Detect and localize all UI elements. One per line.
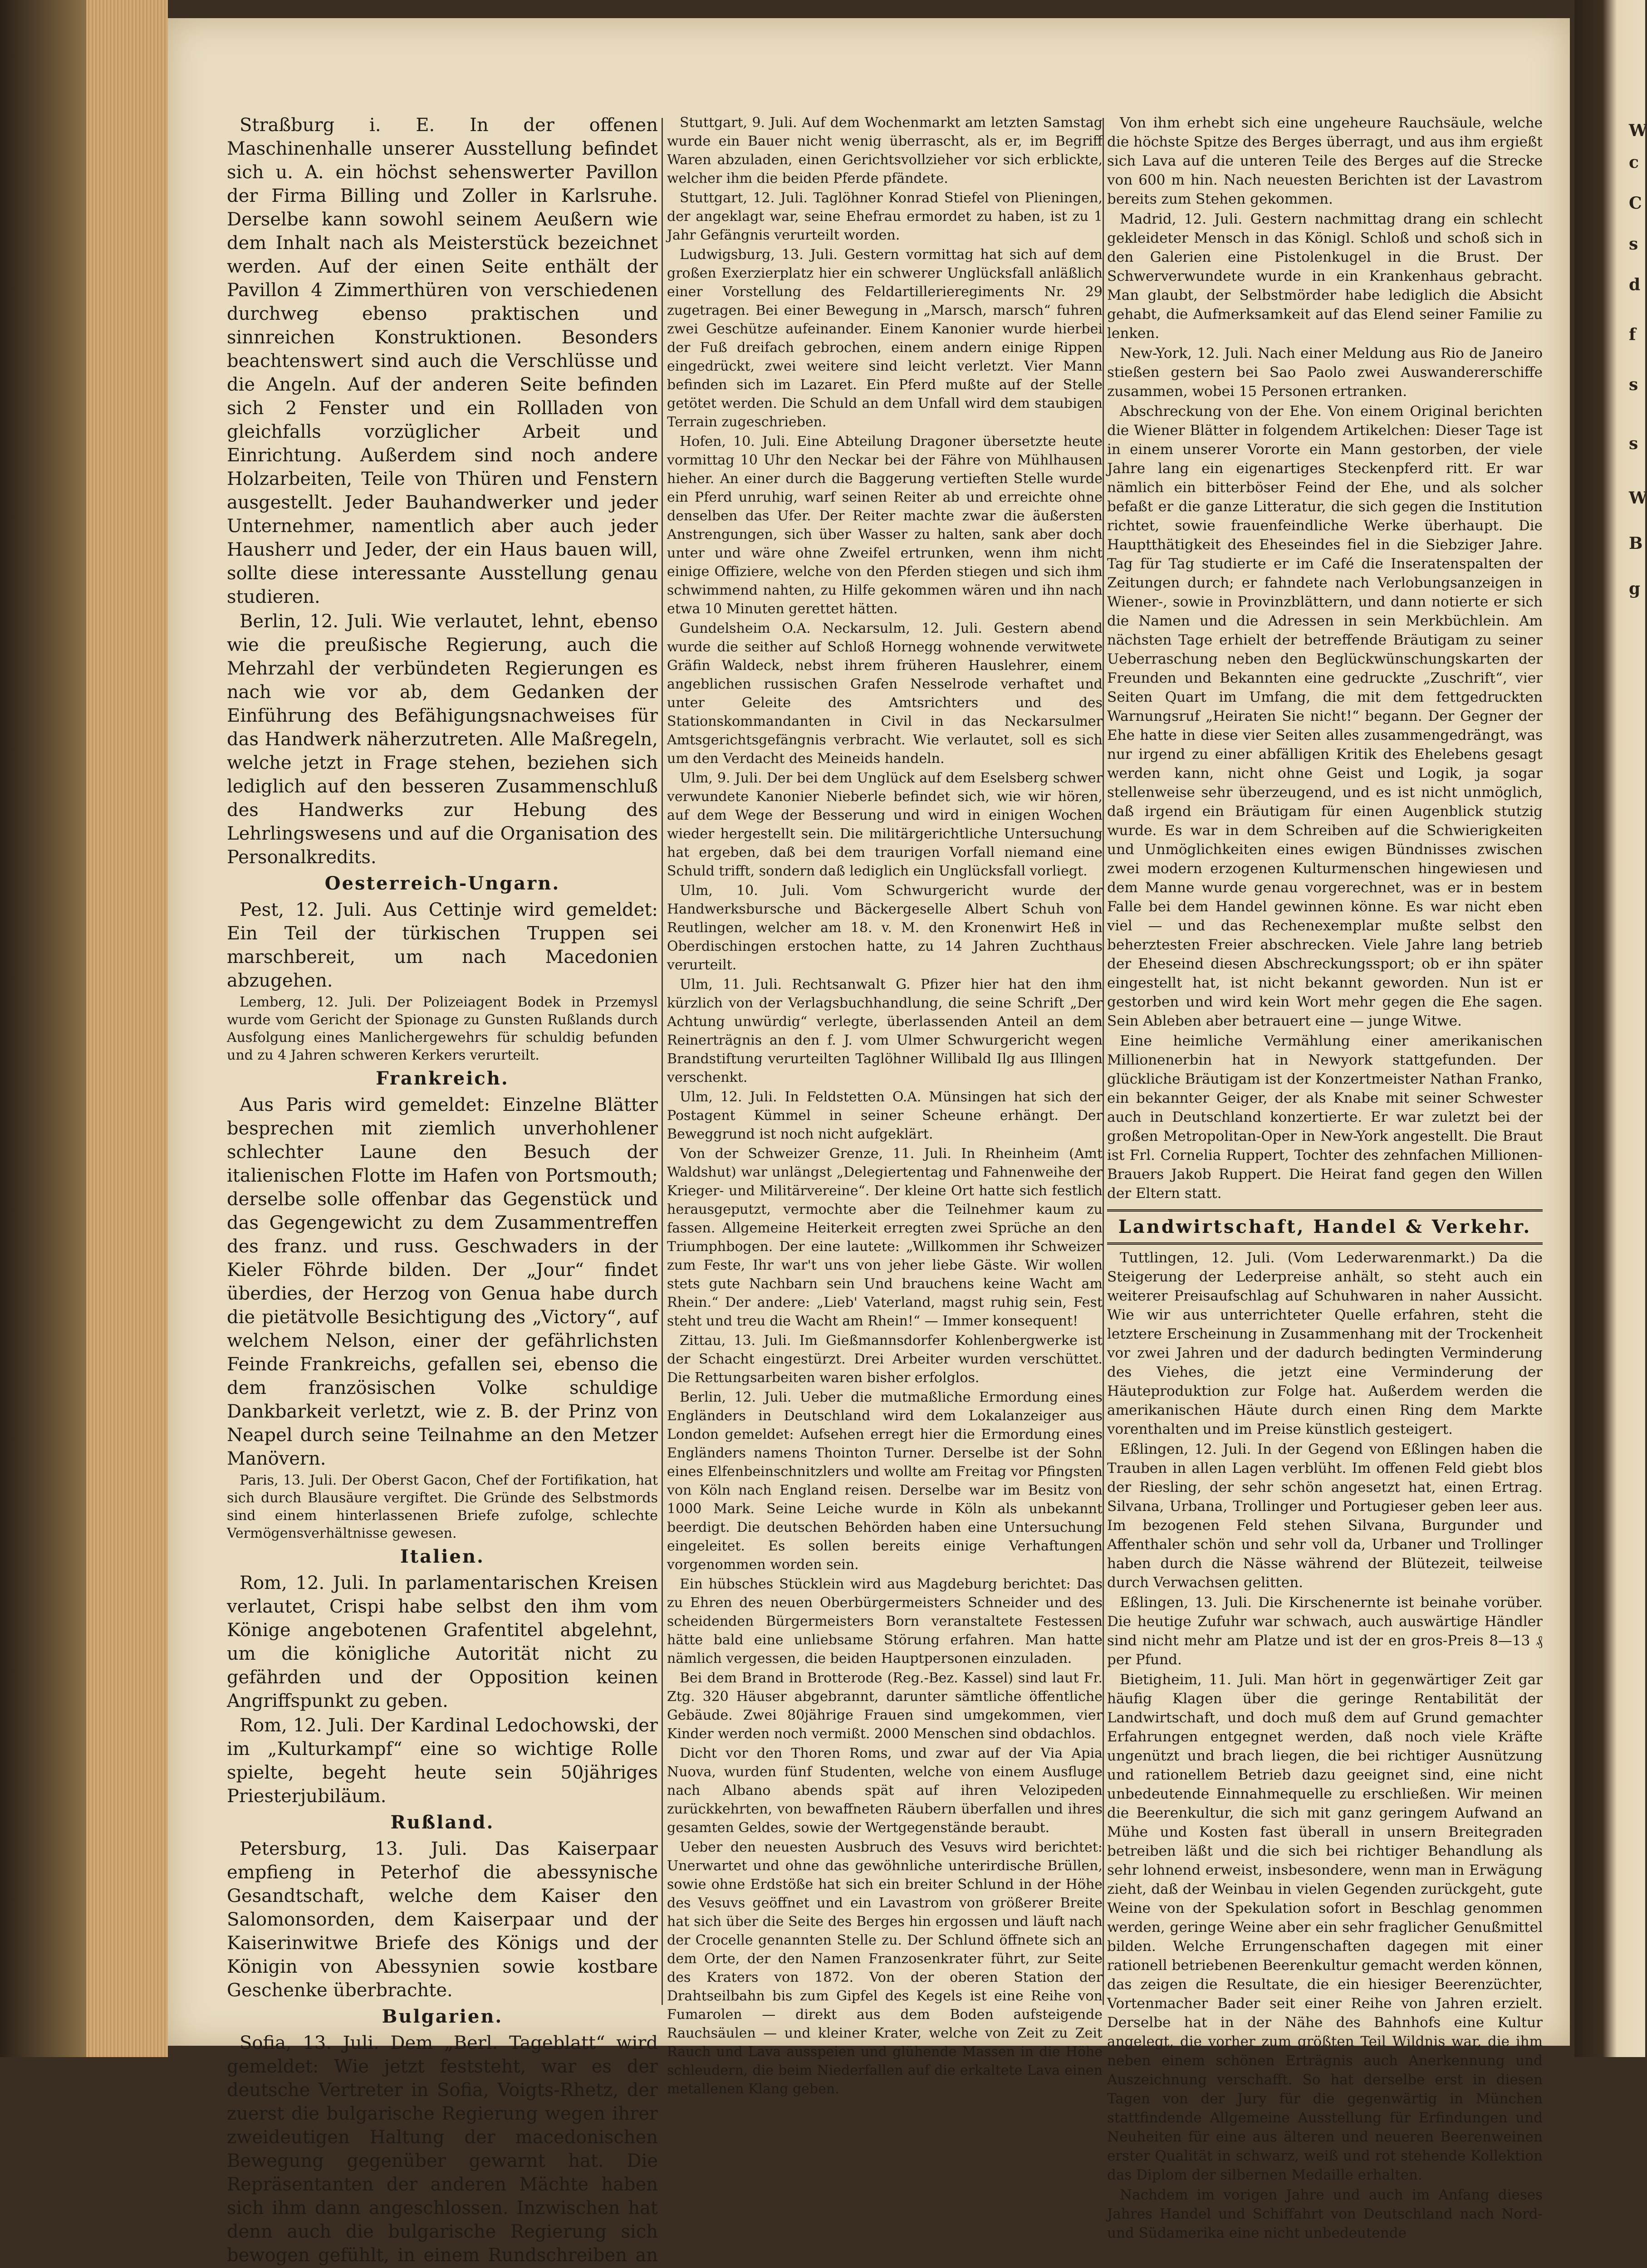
article-vesuv: Ueber den neuesten Ausbruch des Vesuvs wird berichtet: Unerwartet und ohne das gewöhnliche unterirdische Brüllen, sowie ohne Erdstöße hat sich ein breiter Schlund in der Höhe des Vesuvs geöffnet und ein Lavastrom von größerer Breite hat sich über die Seite des Berges hin ergossen und läuft nach der Crocelle genannten Stelle zu. Der Schlund öffnete sich an dem Orte, der den Namen Franzosenkrater führt, zur Seite des Kraters von 1872. Von der oberen Station der Drahtseilbahn bis zum Gipfel des Kegels ist eine Reihe von Fumarolen — direkt aus dem Boden aufsteigende Rauchsäulen — und kleiner Krater, welche von Zeit zu Zeit Rauch und Lava ausspeien und glühende Massen in die Höhe schleudern, die beim Niederfallen auf die erkaltete Lava einen metallenen Klang geben.: [667, 1839, 1103, 2097]
heading-italy: Italien.: [400, 1546, 485, 1567]
article-esslingen-2: Eßlingen, 13. Juli. Die Kirschenernte ist beinahe vorüber. Die heutige Zufuhr war schwach, auch auswärtige Händler sind nicht mehr am Platze und ist der en gros-Preis 8—13 ₰ per Pfund.: [1107, 1594, 1543, 1668]
edge-glyph: d: [1629, 275, 1641, 294]
article-stuttgart-2: Stuttgart, 12. Juli. Taglöhner Konrad Stiefel von Plieningen, der angeklagt war, seine Ehefrau ermordet zu haben, ist zu 1 Jahr Gefängnis verurteilt worden.: [667, 190, 1103, 243]
column-rule: [1103, 118, 1104, 2005]
section-title-landwirtschaft: Landwirtschaft, Handel & Verkehr.: [1107, 1209, 1543, 1245]
article-paris: Aus Paris wird gemeldet: Einzelne Blätter besprechen mit ziemlich unverhohlener schlechter Laune den Besuch der italienischen Flotte im Hafen von Portsmouth; derselbe solle offenbar das Gegenstück und das Gegengewicht zu dem Zusammentreffen des franz. und russ. Geschwaders in der Kieler Föhrde bilden. Der „Jour“ findet überdies, der Herzog von Genua habe durch die pietätvolle Besichtigung des „Victory“, auf welchem Nelson, einer der gefährlichsten Feinde Frankreichs, gefallen sei, ebenso die dem französischen Volke schuldige Dankbarkeit verletzt, wie z. B. der Prinz von Neapel durch seine Teilnahme an den Metzer Manövern.: [227, 1095, 658, 1469]
article-pest: Pest, 12. Juli. Aus Cettinje wird gemeldet: Ein Teil der türkischen Truppen sei marschbereit, um nach Macedonien abzugehen.: [227, 899, 658, 991]
article-paris-2: Paris, 13. Juli. Der Oberst Gacon, Chef der Fortifikation, hat sich durch Blausäure vergiftet. Die Gründe des Selbstmords sind einem hinterlassenen Briefe zufolge, schlechte Vermögensverhältnisse gewesen.: [227, 1472, 658, 1541]
article-ulm: Ulm, 9. Juli. Der bei dem Unglück auf dem Eselsberg schwer verwundete Kanonier Nieberle befindet sich, wie wir hören, auf dem Wege der Besserung und wird in einigen Wochen wieder hergestellt sein. Die militärgerichtliche Untersuchung hat ergeben, daß bei dem traurigen Vorfall niemand eine Schuld trifft, sondern daß lediglich ein Unglücksfall vorliegt.: [667, 770, 1103, 879]
column-2: [667, 113, 1103, 2099]
article-zittau: Zittau, 13. Juli. Im Gießmannsdorfer Kohlenbergwerke ist der Schacht eingestürzt. Drei Arbeiter wurden verschüttet. Die Rettungsarbeiten waren bisher erfolglos.: [667, 1333, 1103, 1386]
article-petersburg: Petersburg, 13. Juli. Das Kaiserpaar empfieng in Peterhof die abessynische Gesandtschaft, welche dem Kaiser den Salomonsorden, dem Kaiserpaar und der Kaiserinwitwe Briefe des Königs und der Königin von Abessynien sowie kostbare Geschenke überbrachte.: [227, 1838, 658, 2001]
article-rom: Rom, 12. Juli. In parlamentarischen Kreisen verlautet, Crispi habe selbst den ihm vom Könige angebotenen Grafentitel abgelehnt, um die königliche Autorität nicht zu gefährden und der Opposition keinen Angriffspunkt zu geben.: [227, 1573, 658, 1711]
article-new-york: New-York, 12. Juli. Nach einer Meldung aus Rio de Janeiro stießen gestern bei Sao Paolo zwei Auswandererschiffe zusammen, wobei 15 Personen ertranken.: [1107, 345, 1543, 400]
article-magdeburg: Ein hübsches Stücklein wird aus Magdeburg berichtet: Das zu Ehren des neuen Oberbürgermeisters Schneider und des scheidenden Bürgermeisters Born veranstaltete Festessen hätte bald eine unliebsame Störung erfahren. Man hatte nämlich vergessen, die beiden Hauptpersonen einzuladen.: [667, 1576, 1103, 1667]
article-rom-2: Rom, 12. Juli. Der Kardinal Ledochowski, der im „Kulturkampf“ eine so wichtige Rolle spielte, begeht heute sein 50jähriges Priesterjubiläum.: [227, 1715, 658, 1807]
heading-france: Frankreich.: [376, 1068, 509, 1089]
article-schweizer-grenze: Von der Schweizer Grenze, 11. Juli. In Rheinheim (Amt Waldshut) war unlängst „Delegiertentag und Fahnenweihe der Krieger- und Militärvereine“. Der kleine Ort hatte sich festlich herausgeputzt, vermochte aber die Teilnehmer kaum zu fassen. Allgemeine Heiterkeit erregten zwei Sprüche an den Triumphbogen. Der eine lautete: „Willkommen ihr Schweizer zum Feste, Ihr war't uns von jeher liebe Gäste. Wir wollen stets gute Nachbarn sein Und brauchens keine Wacht am Rhein.“ Der andere: „Lieb' Vaterland, magst ruhig sein, Fest steht und treu die Wacht am Rhein!“ — Immer konsequent!: [667, 1146, 1103, 1329]
edge-glyph: c: [1629, 153, 1639, 172]
heading-russia: Rußland.: [390, 1812, 495, 1833]
article-vesuv-cont: Von ihm erhebt sich eine ungeheure Rauchsäule, welche die höchste Spitze des Berges überragt, und aus ihm ergießt sich Lava auf die unteren Teile des Berges auf die Strecke von 600 m hin. Nach neuesten Berichten ist der Lavastrom bereits zum Stehen gekommen.: [1107, 115, 1543, 207]
column-1: [227, 113, 658, 2268]
article-ludwigsburg: Ludwigsburg, 13. Juli. Gestern vormittag hat sich auf dem großen Exerzierplatz hier ein schwerer Unglücksfall anläßlich einer Vorstellung des Feldartillerieregiments Nr. 29 zugetragen. Bei einer Bewegung in „Marsch, marsch“ fuhren zwei Geschütze aufeinander. Einem Kanonier wurde hierbei der Fuß dreifach gebrochen, einem andern einige Rippen eingedrückt, zwei weitere sind leicht verletzt. Vier Mann befinden sich im Lazaret. Ein Pferd mußte auf der Stelle getötet werden. Die Schuld an dem Unfall wird dem staubigen Terrain zugeschrieben.: [667, 247, 1103, 430]
column-3: [1107, 113, 1543, 2244]
article-ulm-2: Ulm, 10. Juli. Vom Schwurgericht wurde der Handwerksbursche und Bäckergeselle Albert Schuh von Reutlingen, welcher am 18. v. M. den Kronenwirt Heß in Oberdischingen erstochen hatte, zu 14 Jahren Zuchthaus verurteilt.: [667, 883, 1103, 973]
edge-glyph: s: [1629, 235, 1638, 254]
article-rom-3: Dicht vor den Thoren Roms, und zwar auf der Via Apia Nuova, wurden fünf Studenten, welche von einem Ausfluge nach Albano abends spät auf ihren Velozipeden zurückkehrten, von bewaffneten Räubern überfallen und ihres gesamten Geldes, sowie der Wertgegenstände beraubt.: [667, 1745, 1103, 1836]
article-strassburg: Straßburg i. E. In der offenen Maschinenhalle unserer Ausstellung befindet sich u. A. ein höchst sehenswerter Pavillon der Firma Billing und Zoller in Karlsruhe. Derselbe kann sowohl seinem Aeußern wie dem Inhalt nach als Meisterstück bezeichnet werden. Auf der einen Seite enthält der Pavillon 4 Zimmerthüren von verschiedenen durchweg ebenso praktischen und sinnreichen Konstruktionen. Besonders beachtenswert sind auch die Verschlüsse und die Angeln. Auf der anderen Seite befinden sich 2 Fenster und ein Rollladen von gleichfalls vorzüglicher Arbeit und Einrichtung. Außerdem sind noch andere Holzarbeiten, Teile von Thüren und Fenstern ausgestellt. Jeder Bauhandwerker und jeder Unternehmer, namentlich aber auch jeder Hausherr und Jeder, der ein Haus bauen will, sollte diese interessante Ausstellung genau studieren.: [227, 115, 658, 607]
article-tuttlingen: Tuttlingen, 12. Juli. (Vom Lederwarenmarkt.) Da die Steigerung der Lederpreise anhält, so steht auch ein weiterer Preisaufschlag auf Schuhwaren in naher Aussicht. Wie wir aus unterrichteter Quelle erfahren, steht die letztere Erscheinung in Zusammenhang mit der Trockenheit vor zwei Jahren und der dadurch bedingten Verminderung des Viehes, die jetzt eine Verminderung der Häuteproduktion zur Folge hat. Außerdem werden die amerikanischen Häute durch einen Ring dem Markte vorenthalten und im Preise künstlich gesteigert.: [1107, 1250, 1543, 1437]
edge-glyph: W: [1629, 489, 1647, 508]
article-brotterode: Bei dem Brand in Brotterode (Reg.-Bez. Kassel) sind laut Fr. Ztg. 320 Häuser abgebrannt, darunter sämtliche öffentliche Gebäude. Zwei 80jährige Frauen sind umgekommen, vier Kinder werden noch vermißt. 2000 Menschen sind obdachlos.: [667, 1670, 1103, 1742]
article-vermaehlung: Eine heimliche Vermählung einer amerikanischen Millionenerbin hat in Newyork stattgefunden. Der glückliche Bräutigam ist der Konzertmeister Nathan Franko, ein bekannter Geiger, der als Knabe mit seiner Schwester auch in Deutschland konzertierte. Er war zuletzt bei der großen Metropolitan-Oper in New-York angestellt. Die Braut ist Frl. Cornelia Ruppert, Tochter des zehnfachen Millionen-Brauers Jakob Ruppert. Die Heirat fand gegen den Willen der Eltern statt.: [1107, 1033, 1543, 1202]
edge-glyph: W: [1629, 121, 1647, 140]
article-handel: Nachdem im vorigen Jahre und auch im Anfang dieses Jahres Handel und Schiffahrt von Deutschland nach Nord- und Südamerika eine nicht unbedeutende: [1107, 2187, 1543, 2241]
edge-glyph: g: [1629, 579, 1641, 598]
heading-bulgaria: Bulgarien.: [382, 2006, 503, 2027]
article-madrid: Madrid, 12. Juli. Gestern nachmittag drang ein schlecht gekleideter Mensch in das Königl. Schloß und schoß sich in den Galerien eine Pistolenkugel in die Brust. Der Schwerverwundete wurde in ein Krankenhaus gebracht. Man glaubt, der Selbstmörder habe lediglich die Absicht gehabt, die Aufmerksamkeit auf das Elend seiner Familie zu lenken.: [1107, 211, 1543, 342]
next-page-edge: [1574, 0, 1645, 2057]
article-lemberg: Lemberg, 12. Juli. Der Polizeiagent Bodek in Przemysl wurde vom Gericht der Spionage zu Gunsten Rußlands durch Ausfolgung eines Manlichergewehrs für schuldig befunden und zu 4 Jahren schweren Kerkers verurteilt.: [227, 994, 658, 1063]
edge-glyph: B: [1629, 534, 1643, 553]
article-sofia: Sofia, 13. Juli. Dem „Berl. Tageblatt“ wird gemeldet: Wie jetzt feststeht, war es der deutsche Vertreter in Sofia, Voigts-Rhetz, der zuerst die bulgarische Regierung wegen ihrer zweideutigen Haltung der macedonischen Bewegung gegenüber gewarnt hat. Die Repräsentanten der anderen Mächte haben sich ihm dann angeschlossen. Inzwischen hat denn auch die bulgarische Regierung sich bewogen gefühlt, in einem Rundschreiben an: [227, 2033, 658, 2266]
article-berlin-2: Berlin, 12. Juli. Ueber die mutmaßliche Ermordung eines Engländers in Deutschland wird dem Lokalanzeiger aus London gemeldet: Aufsehen erregt hier die Ermordung eines Engländers namens Thointon Turner. Derselbe ist der Sohn eines Elfenbeinschnitzlers und wollte am Freitag vor Pfingsten von Köln nach England reisen. Derselbe war im Besitz von 1000 Mark. Seine Leiche wurde in Köln als unbekannt beerdigt. Die deutschen Behörden haben eine Untersuchung eingeleitet. Es sollen bereits einige Verhaftungen vorgenommen worden sein.: [667, 1389, 1103, 1573]
article-gundelsheim: Gundelsheim O.A. Neckarsulm, 12. Juli. Gestern abend wurde die seither auf Schloß Hornegg wohnende verwitwete Gräfin Waldeck, nebst ihrem früheren Hauslehrer, einem angeblichen russischen Grafen Nesselrode verhaftet und unter Geleite des Amtsrichters und des Stationskommandanten in Civil in das Neckarsulmer Amtsgerichtsgefängnis verbracht. Wie verlautet, soll es sich um den Verdacht des Meineids handeln.: [667, 621, 1103, 767]
article-ulm-4: Ulm, 12. Juli. In Feldstetten O.A. Münsingen hat sich der Postagent Kümmel in seiner Scheune erhängt. Der Beweggrund ist noch nicht aufgeklärt.: [667, 1089, 1103, 1142]
article-ulm-3: Ulm, 11. Juli. Rechtsanwalt G. Pfizer hier hat den ihm kürzlich von der Verlagsbuchhandlung, die seine Schrift „Der Achtung unwürdig“ verlegte, überlassenden Anteil an dem Reinerträgnis an den f. J. vom Ulmer Schwurgericht wegen Brandstiftung verurteilten Taglöhner Willibald Ilg aus Illingen verschenkt.: [667, 977, 1103, 1085]
article-stuttgart: Stuttgart, 9. Juli. Auf dem Wochenmarkt am letzten Samstag wurde ein Bauer nicht wenig überrascht, als er, im Begriff Waren abzuladen, einen Gerichtsvollzieher vor sich erblickte, welcher ihm die beiden Pferde pfändete.: [667, 115, 1103, 186]
article-hofen: Hofen, 10. Juli. Eine Abteilung Dragoner übersetzte heute vormittag 10 Uhr den Neckar bei der Fähre von Mühlhausen hieher. An einer durch die Baggerung vertieften Stelle wurde ein Pferd unruhig, warf seinen Reiter ab und erreichte ohne denselben das Ufer. Der Reiter machte zwar die äußersten Anstrengungen, sich über Wasser zu halten, sank aber doch unter und wäre ohne Zweifel ertrunken, wenn ihm nicht einige Offiziere, welche von den Pferden stiegen und sich ihm schwimmend nahten, zu Hilfe gekommen wären und ihn nach etwa 10 Minuten gerettet hätten.: [667, 434, 1103, 617]
edge-glyph: C: [1629, 194, 1642, 213]
article-esslingen: Eßlingen, 12. Juli. In der Gegend von Eßlingen haben die Trauben in allen Lagen verblüht. Im offenen Feld giebt blos der Riesling, der sehr schön angesetzt hat, einen Ertrag. Silvana, Urbana, Trollinger und Portugieser geben leer aus. Im bezogenen Feld stehen Silvana, Burgunder und Affenthaler schön und sehr voll da, Urbaner und Trollinger haben durch die Nässe während der Blütezeit, teilweise durch Verwachsen gelitten.: [1107, 1441, 1543, 1591]
article-abschreckung: Abschreckung von der Ehe. Von einem Original berichten die Wiener Blätter in folgendem Artikelchen: Dieser Tage ist in einem unserer Vororte ein Mann gestorben, der viele Jahre lang ein eigenartiges Steckenpferd ritt. Er war nämlich ein bitterböser Feind der Ehe, und als solcher befaßt er die ganze Litteratur, die sich gegen die Institution richtet, sowie frauenfeindliche Werke überhaupt. Die Hauptthätigkeit des Eheseindes fiel in die Siebziger Jahre. Tag für Tag studierte er im Café die Inseratenspalten der Zeitungen durch; er fahndete nach Verlobungsanzeigen in Wiener-, sowie in Provinzblättern, und dann notierte er sich die Namen und die Adressen in sein Merkbüchlein. Am nächsten Tage erhielt der betreffende Bräutigam zu seiner Ueberraschung neben den Beglückwünschungskarten der Freunden und Bekannten eine gedruckte „Zuschrift“, vier Seiten Quart im Umfang, die mit dem fettgedruckten Warnungsruf „Heiraten Sie nicht!“ begann. Der Gegner der Ehe hatte in diese vier Seiten alles zusammengedrängt, was nur irgend zu einer abfälligen Kritik des Ehelebens gesagt werden kann, nicht ohne Geist und Logik, ja sogar stellenweise sehr überzeugend, und es ist nicht unmöglich, daß irgend ein Bräutigam für einen Augenblick stutzig wurde. Es war in dem Schreiben auf die Schwierigkeiten und Unmöglichkeiten eines ewigen Bündnisses zwischen zwei modern erzogenen Kulturmenschen hingewiesen und dem Manne wurde genau vorgerechnet, was er in bestem Falle bei dem Handel gewinnen könne. Es war nicht eben viel — und das Rechenexemplar mußte selbst den beherztesten Freier abschrecken. Viele Jahre lang betrieb der Eheseind diesen Abschreckungssport; ob er ihn später eingestellt hat, ist nicht bekannt geworden. Nun ist er gestorben und wird kein Wort mehr gegen die Ehe sagen. Sein Ableben aber betrauert eine — junge Witwe.: [1107, 403, 1543, 1029]
edge-glyph: s: [1629, 375, 1638, 394]
article-berlin: Berlin, 12. Juli. Wie verlautet, lehnt, ebenso wie die preußische Regierung, auch die Mehrzahl der verbündeten Regierungen es nach wie vor ab, dem Gedanken der Einführung des Befähigungsnachweises für das Handwerk näherzutreten. Alle Maßregeln, welche jetzt in Frage stehen, beziehen sich lediglich auf den besseren Zusammenschluß des Handwerks zur Hebung des Lehrlingswesens und auf die Organisation des Personalkredits.: [227, 611, 658, 868]
edge-glyph: s: [1629, 434, 1638, 453]
book-spine: [0, 0, 86, 2057]
article-bietigheim: Bietigheim, 11. Juli. Man hört in gegenwärtiger Zeit gar häufig Klagen über die geringe Rentabilität der Landwirtschaft, und doch muß dem auf Grund gemachter Erfahrungen entgegnet werden, daß noch viele Kräfte ungenützt und brach liegen, die bei richtiger Ausnützung und rationellem Betrieb dazu geeignet sind, eine nicht unbedeutende Einnahmequelle zu erschließen. Wir meinen die Beerenkultur, die sich mit ganz geringem Aufwand an Mühe und Kosten fast überall in unsern Breitegraden betreiben läßt und die sich bei richtiger Behandlung als sehr lohnend erweist, insbesondere, wenn man in Erwägung zieht, daß der Weinbau in vielen Gegenden zurückgeht, gute Weine von der Spekulation sofort in Beschlag genommen werden, geringe Weine aber ein sehr fraglicher Genußmittel bilden. Welche Errungenschaften dagegen mit einer rationell betriebenen Beerenkultur gemacht werden können, das zeigen die Resultate, die ein hiesiger Beerenzüchter, Vortenmacher Bader seit einer Reihe von Jahren erzielt. Derselbe hat in der Nähe des Bahnhofs eine Kultur angelegt, die vorher zum größten Teil Wildnis war, die ihm neben einem schönen Erträgnis auch Anerkennung und Auszeichnung verschafft. So hat derselbe erst in diesen Tagen von der Jury für die gegenwärtig in München stattfindende Allgemeine Ausstellung für Erfindungen und Neuheiten für eine aus älteren und neueren Beerenweinen erster Qualität in schwarz, weiß und rot stehende Kollektion das Diplom der silbernen Medaille erhalten.: [1107, 1672, 1543, 2183]
edge-glyph: f: [1629, 325, 1636, 344]
heading-austria: Oesterreich-Ungarn.: [324, 873, 560, 894]
column-rule: [662, 118, 663, 2005]
page-edges: [86, 0, 168, 2057]
